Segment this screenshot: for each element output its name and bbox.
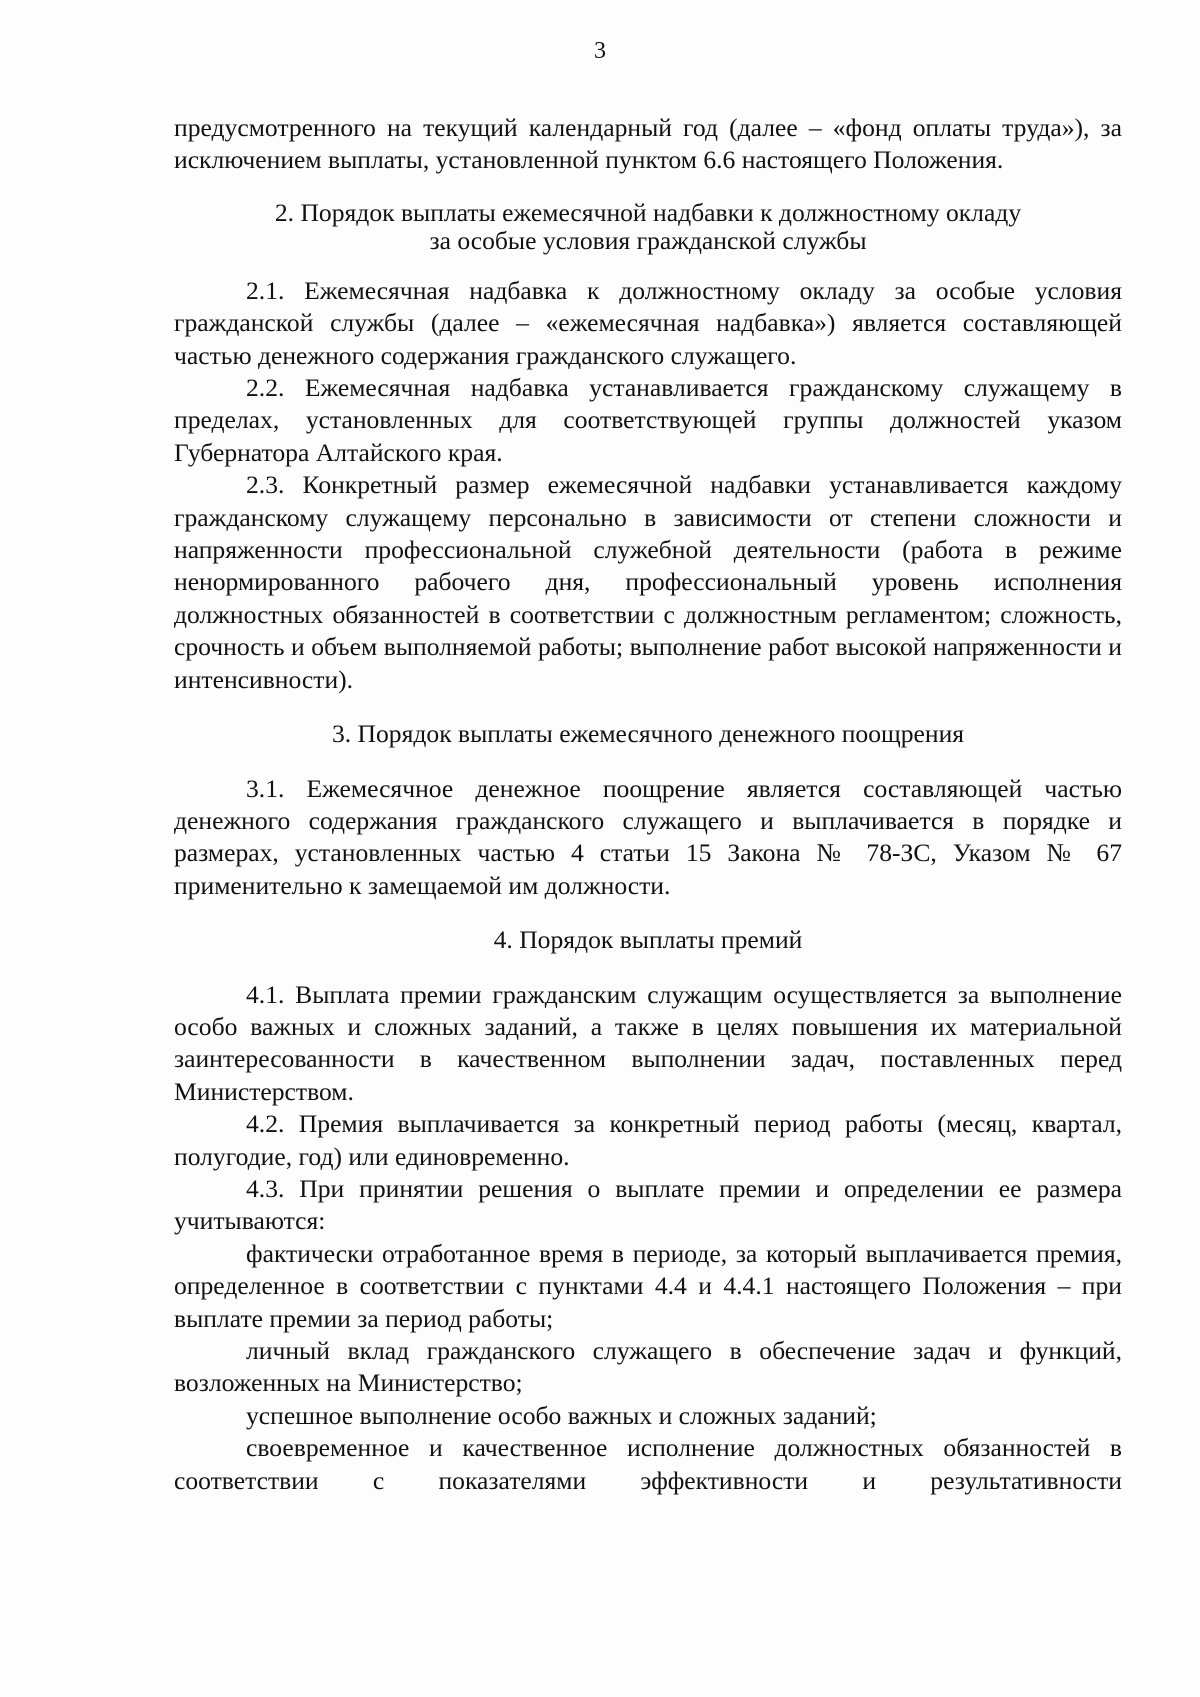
section-4-heading: 4. Порядок выплаты премий: [493, 925, 803, 955]
paragraph-3-1: 3.1. Ежемесячное денежное поощрение является составляющей частью денежного содержания гражданского служащего и выплачивается в порядке и размерах, установленных частью 4 статьи 15 Закона № 78-ЗС, Указом № 67 применительно к замещаемой им должности.: [174, 773, 1122, 900]
paragraph-2-1: 2.1. Ежемесячная надбавка к должностному окладу за особые условия гражданской службы (далее – «ежемесячная надбавка») является составляющей частью денежного содержания гражданского служащего.: [174, 275, 1122, 370]
spacer: [174, 696, 1122, 718]
section-3-heading: 3. Порядок выплаты ежемесячного денежного поощрения: [331, 719, 965, 749]
paragraph-4-2: 4.2. Премия выплачивается за конкретный период работы (месяц, квартал, полугодие, год) или единовременно.: [174, 1109, 1122, 1171]
section-2-heading-line-2: за особые условия гражданской службы: [429, 225, 867, 255]
paragraph-4-1: 4.1. Выплата премии гражданским служащим осуществляется за выполнение особо важных и сложных заданий, а также в целях повышения их материальной заинтересованности в качественном выполнении задач, поставленных перед Министерством.: [174, 979, 1122, 1106]
paragraph-4-3: 4.3. При принятии решения о выплате премии и определении ее размера учитываются:: [174, 1173, 1122, 1236]
paragraph-2-3: 2.3. Конкретный размер ежемесячной надбавки устанавливается каждому гражданскому служащему персонально в зависимости от степени сложности и напряженности профессиональной служебной деятельности (работа в режиме ненормированного рабочего дня, профессиональный уровень исполнения должностных обязанностей в соответствии с должностным регламентом; сложность, срочность и объем выполняемой работы; выполнение работ высокой напряженности и интенсивности).: [174, 470, 1122, 694]
list-item-worked-time: фактически отработанное время в периоде, за который выплачивается премия, определенное в соответствии с пунктами 4.4 и 4.4.1 настоящего Положения – при выплате премии за период работы;: [174, 1238, 1122, 1333]
spacer: [174, 751, 1122, 773]
spacer: [174, 902, 1122, 924]
section-2-heading: [174, 199, 1122, 255]
section-2-heading-line-1: 2. Порядок выплаты ежемесячной надбавки к должностному окладу: [274, 197, 1022, 227]
list-item-duties-performance: своевременное и качественное исполнение должностных обязанностей в соответствии с показателями эффективности и результативности: [174, 1433, 1122, 1495]
paragraph-2-2: 2.2. Ежемесячная надбавка устанавливается гражданскому служащему в пределах, установленных для соответствующей группы должностей указом Губернатора Алтайского края.: [174, 373, 1122, 467]
list-item-personal-contribution: личный вклад гражданского служащего в обеспечение задач и функций, возложенных на Министерство;: [174, 1336, 1122, 1398]
document-body: [174, 112, 1122, 1497]
spacer: [174, 177, 1122, 199]
page-number: 3: [594, 38, 606, 64]
spacer: [174, 255, 1122, 275]
spacer: [174, 957, 1122, 979]
intro-paragraph: предусмотренного на текущий календарный год (далее – «фонд оплаты труда»), за исключением выплаты, установленной пунктом 6.6 настоящего Положения.: [174, 113, 1122, 175]
list-item-important-tasks: успешное выполнение особо важных и сложных заданий;: [246, 1400, 877, 1430]
